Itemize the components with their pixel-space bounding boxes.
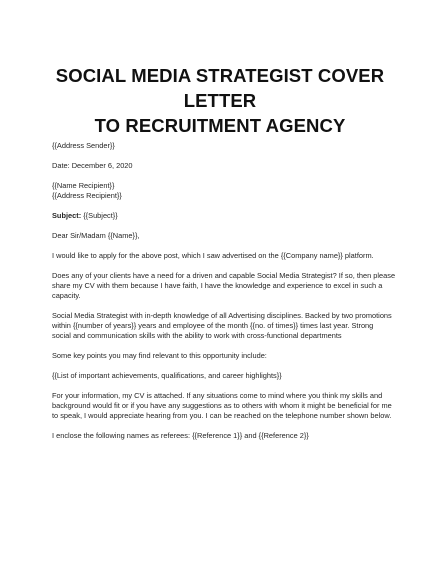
letter-body	[52, 141, 398, 441]
recipient-address: {{Address Recipient}}	[52, 191, 122, 200]
paragraph-7: I enclose the following names as referees: {{Reference 1}} and {{Reference 2}}	[52, 431, 309, 440]
paragraph-3-line: Social Media Strategist with in-depth knowledge of all Advertising disciplines. Backed by two promotions	[52, 311, 392, 320]
subject-label: Subject:	[52, 211, 82, 220]
paragraph-3	[52, 311, 398, 341]
title-line-2: TO RECRUITMENT AGENCY	[94, 115, 346, 136]
paragraph-3-line: social and communication skills with the ability to work with cross-functional departments	[52, 331, 342, 340]
paragraph-2-line: Does any of your clients have a need for a driven and capable Social Media Strategist? If so, then please	[52, 271, 396, 280]
salutation: Dear Sir/Madam {{Name}},	[52, 231, 140, 240]
paragraph-6-line: For your information, my CV is attached. If any situations come to mind where you think my skills and	[52, 391, 383, 400]
subject-line	[52, 211, 398, 221]
paragraph-2-line: share my CV with them because I have faith, I have the knowledge and experience to excel in such a	[52, 281, 383, 290]
recipient-name: {{Name Recipient}}	[52, 181, 115, 190]
paragraph-6-line: background would fit or if you have any suggestions as to others with whom it might be beneficial for me	[52, 401, 392, 410]
page-title	[20, 63, 420, 138]
paragraph-2-line: capacity.	[52, 291, 81, 300]
paragraph-6-line: to speak, I would appreciate hearing from you. I can be reached on the telephone number shown below.	[52, 411, 392, 420]
paragraph-2	[52, 271, 398, 301]
letter-date: Date: December 6, 2020	[52, 161, 133, 170]
paragraph-1: I would like to apply for the above post, which I saw advertised on the {{Company name}} platform.	[52, 251, 374, 260]
subject-value: {{Subject}}	[81, 211, 118, 220]
title-line-1: SOCIAL MEDIA STRATEGIST COVER LETTER	[55, 65, 385, 111]
paragraph-6	[52, 391, 398, 421]
sender-address: {{Address Sender}}	[52, 141, 115, 150]
paragraph-5: {{List of important achievements, qualifications, and career highlights}}	[52, 371, 282, 380]
paragraph-4: Some key points you may find relevant to this opportunity include:	[52, 351, 267, 360]
paragraph-3-line: within {{number of years}} years and employee of the month {{no. of times}} times last year. Strong	[52, 321, 374, 330]
